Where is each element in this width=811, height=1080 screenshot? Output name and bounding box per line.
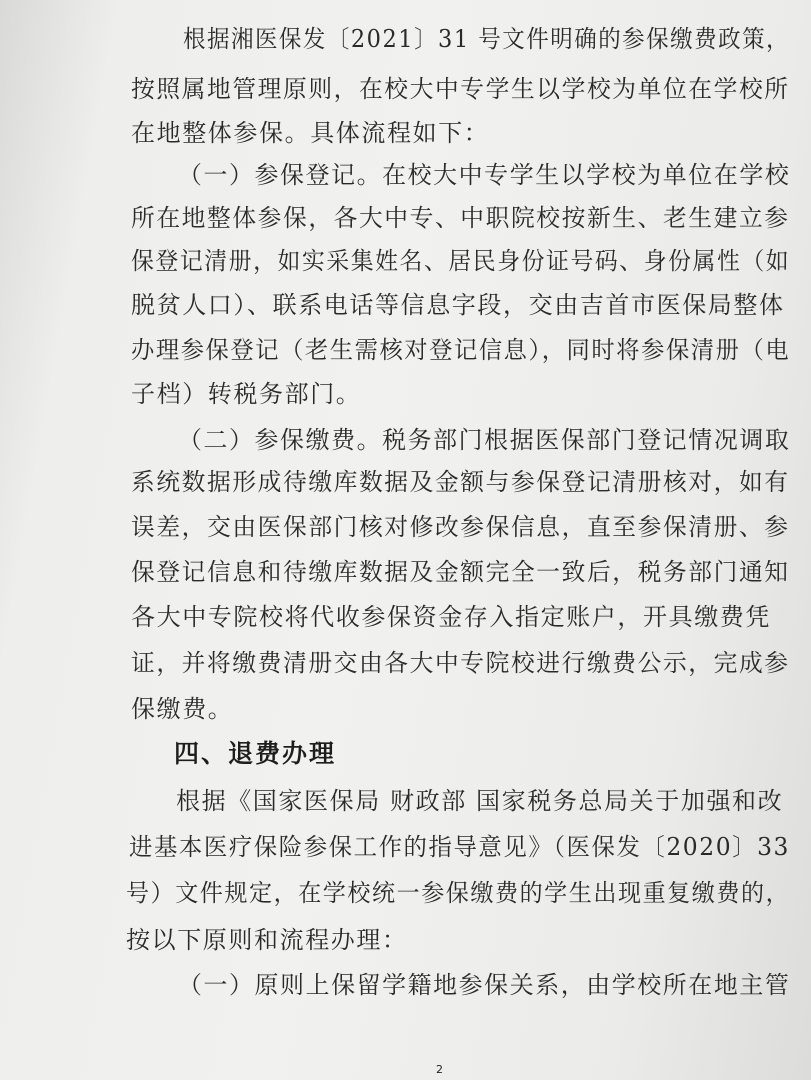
page-number: 2 [436, 1063, 443, 1076]
text-line-1: 根据湘医保发〔2021〕31 号文件明确的参保缴费政策， [183, 25, 791, 53]
text-line-15: 证，并将缴费清册交由各大中专院校进行缴费公示，完成参 [131, 649, 790, 677]
text-line-7: 脱贫人口）、联系电话等信息字段，交由吉首市医保局整体 [131, 291, 785, 319]
text-line-10: （二）参保缴费。税务部门根据医保部门登记情况调取 [178, 426, 791, 454]
text-line-4: （一）参保登记。在校大中专学生以学校为单位在学校 [178, 161, 791, 189]
text-line-3: 在地整体参保。具体流程如下： [131, 119, 490, 147]
text-line-6: 保登记清册，如实采集姓名、居民身份证号码、身份属性（如 [131, 247, 791, 275]
text-line-11: 系统数据形成待缴库数据及金额与参保登记清册核对，如有 [131, 468, 790, 496]
section-heading: 四、退费办理 [174, 739, 337, 768]
text-line-19: 进基本医疗保险参保工作的指导意见》（医保发〔2020〕33 [129, 833, 790, 861]
text-line-9: 子档）转税务部门。 [131, 380, 362, 408]
text-line-14: 各大中专院校将代收参保资金存入指定账户，开具缴费凭 [131, 603, 771, 631]
text-line-2: 按照属地管理原则，在校大中专学生以学校为单位在学校所 [131, 75, 790, 103]
text-line-18: 根据《国家医保局 财政部 国家税务总局关于加强和改 [176, 787, 784, 815]
text-line-16: 保缴费。 [131, 695, 234, 723]
text-line-12: 误差，交由医保部门核对修改参保信息，直至参保清册、参 [131, 513, 790, 541]
text-line-5: 所在地整体参保，各大中专、中职院校按新生、老生建立参 [131, 204, 790, 232]
text-line-22: （一）原则上保留学籍地参保关系，由学校所在地主管 [178, 971, 791, 999]
text-line-20: 号）文件规定，在学校统一参保缴费的学生出现重复缴费的， [126, 879, 791, 907]
text-line-13: 保登记信息和待缴库数据及金额完全一致后，税务部门通知 [131, 558, 790, 586]
text-line-21: 按以下原则和流程办理： [126, 926, 408, 954]
text-line-8: 办理参保登记（老生需核对登记信息），同时将参保清册（电 [131, 336, 791, 364]
